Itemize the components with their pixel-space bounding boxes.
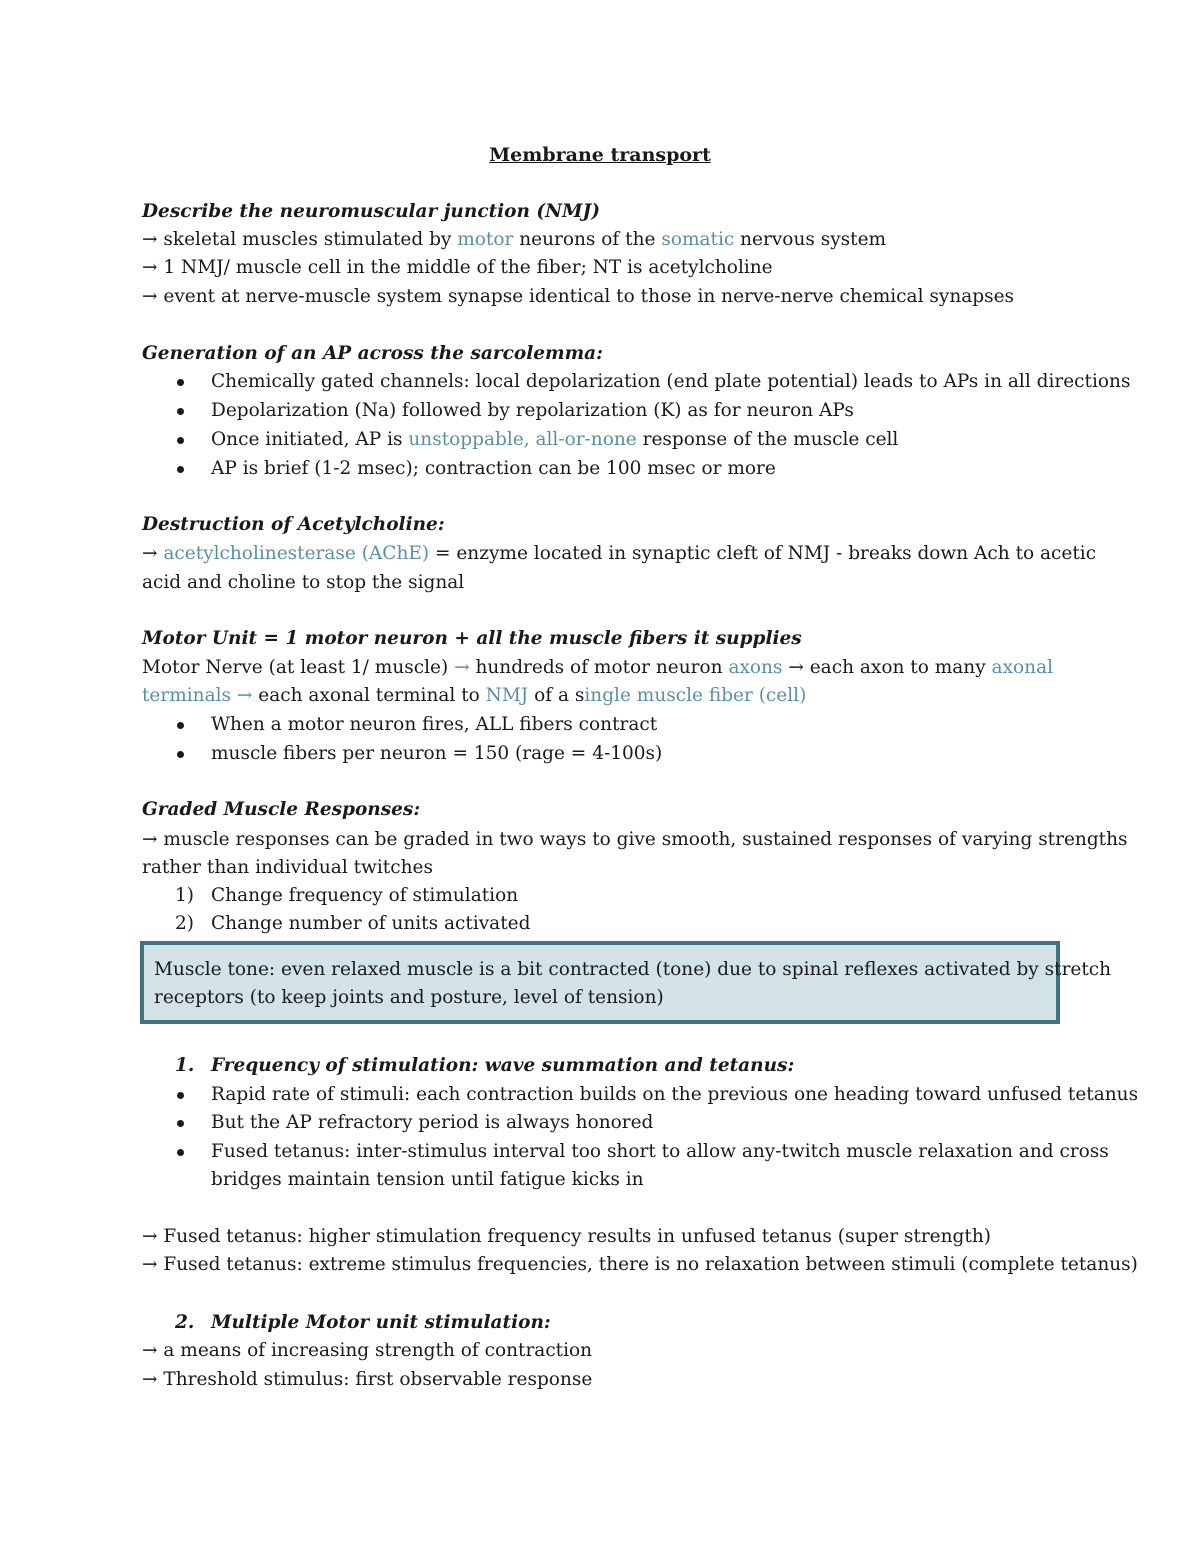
frequency-arrow-line-1: → Fused tetanus: higher stimulation frequency results in unfused tetanus (super strength) [142, 1226, 991, 1247]
highlight-term: terminals → [142, 685, 253, 706]
highlight-term: NMJ [485, 685, 529, 706]
bullet-icon [177, 379, 184, 386]
item-number: 2) [175, 913, 194, 934]
bullet-icon [177, 408, 184, 415]
text-run: = enzyme located in synaptic cleft of NMJ - breaks down Ach to acetic [429, 543, 1097, 564]
numbered-item [175, 882, 1080, 910]
nmj-line-3: → event at nerve-muscle system synapse identical to those in nerve-nerve chemical synapses [142, 286, 1015, 307]
callout-line-2: receptors (to keep joints and posture, level of tension) [154, 987, 664, 1008]
item-number: 1. [175, 1055, 195, 1076]
ach-line-2: acid and choline to stop the signal [142, 572, 465, 593]
bullet-icon [177, 1120, 184, 1127]
motor-line-2 [142, 682, 1080, 710]
graded-line-1: → muscle responses can be graded in two ways to give smooth, sustained responses of varying strengths [142, 829, 1128, 850]
list-item-text: Fused tetanus: inter-stimulus interval too short to allow any-twitch muscle relaxation and cross [211, 1141, 1109, 1162]
frequency-arrow-line-2: → Fused tetanus: extreme stimulus frequencies, there is no relaxation between stimuli (complete tetanus) [142, 1254, 1138, 1275]
list-item-text: AP is brief (1-2 msec); contraction can be 100 msec or more [211, 458, 776, 479]
section-heading-multiple-motor-unit [175, 1309, 1080, 1337]
highlight-term: ingle muscle fiber (cell) [584, 685, 807, 706]
text-run: each axonal terminal to [252, 685, 486, 706]
callout-text [154, 956, 1111, 1012]
numbered-item [175, 910, 1080, 938]
nmj-line-1 [142, 226, 1080, 254]
motor-line-1 [142, 654, 1080, 682]
list-item-text: Depolarization (Na) followed by repolarization (K) as for neuron APs [211, 400, 854, 421]
section-heading-motor-unit: Motor Unit = 1 motor neuron + all the muscle fibers it supplies [142, 628, 802, 649]
muscle-tone-callout [140, 941, 1112, 1024]
highlight-term: axons [728, 657, 783, 678]
heading-text: Frequency of stimulation: wave summation and tetanus: [211, 1055, 795, 1076]
list-item [211, 455, 1080, 483]
text-run: of a s [528, 685, 585, 706]
text-run: Once initiated, AP is [211, 429, 409, 450]
list-item [211, 1138, 1109, 1166]
bullet-icon [177, 722, 184, 729]
heading-text: Multiple Motor unit stimulation: [211, 1312, 551, 1333]
multi-arrow-line-2: → Threshold stimulus: first observable response [142, 1369, 593, 1390]
highlight-term: acetylcholinesterase (AChE) [163, 543, 430, 564]
callout-line-1: Muscle tone: even relaxed muscle is a bit contracted (tone) due to spinal reflexes activated by stretch [154, 959, 1112, 980]
section-heading-ach: Destruction of Acetylcholine: [142, 514, 445, 535]
bullet-icon [177, 751, 184, 758]
text-run: neurons of the [513, 229, 662, 250]
list-item-continuation: bridges maintain tension until fatigue kicks in [211, 1169, 644, 1190]
item-number: 2. [175, 1312, 195, 1333]
list-item [211, 711, 1080, 739]
bullet-icon [177, 1149, 184, 1156]
section-heading-frequency [175, 1052, 1080, 1080]
highlight-term: somatic [661, 229, 735, 250]
bullet-icon [177, 466, 184, 473]
text-run: Motor Nerve (at least 1/ muscle) [142, 657, 455, 678]
text-run: → each axon to many [782, 657, 992, 678]
list-item [211, 397, 1080, 425]
graded-line-2: rather than individual twitches [142, 857, 433, 878]
list-item [211, 426, 1080, 454]
list-item-text: Chemically gated channels: local depolarization (end plate potential) leads to APs in all directions [211, 371, 1131, 392]
page-title: Membrane transport [489, 144, 711, 166]
list-item-text: Rapid rate of stimuli: each contraction builds on the previous one heading toward unfused tetanus [211, 1084, 1139, 1105]
list-item-text: Change frequency of stimulation [211, 885, 519, 906]
nmj-line-2: → 1 NMJ/ muscle cell in the middle of the fiber; NT is acetylcholine [142, 257, 773, 278]
multi-arrow-line-1: → a means of increasing strength of contraction [142, 1340, 593, 1361]
list-item [211, 740, 1080, 768]
list-item-text: muscle fibers per neuron = 150 (rage = 4-100s) [211, 743, 663, 764]
list-item [211, 1109, 1080, 1137]
list-item-text: When a motor neuron fires, ALL fibers contract [211, 714, 658, 735]
text-run: hundreds of motor neuron [469, 657, 729, 678]
list-item-text: Change number of units activated [211, 913, 531, 934]
highlight-term: motor [457, 229, 514, 250]
arrow-glyph: → [454, 657, 470, 678]
list-item [211, 368, 1131, 396]
text-run: → [142, 543, 164, 564]
ach-line-1 [142, 540, 1097, 568]
highlight-term: axonal [991, 657, 1054, 678]
list-item-text: But the AP refractory period is always honored [211, 1112, 654, 1133]
bullet-icon [177, 437, 184, 444]
section-heading-graded: Graded Muscle Responses: [142, 799, 421, 820]
highlight-term: unstoppable, all-or-none [408, 429, 637, 450]
section-heading-ap: Generation of an AP across the sarcolemma: [142, 343, 603, 364]
section-heading-nmj: Describe the neuromuscular junction (NMJ) [142, 201, 601, 222]
text-run: response of the muscle cell [636, 429, 899, 450]
item-number: 1) [175, 885, 194, 906]
text-run: nervous system [734, 229, 887, 250]
list-item [211, 1081, 1139, 1109]
bullet-icon [177, 1092, 184, 1099]
text-run: → skeletal muscles stimulated by [142, 229, 458, 250]
